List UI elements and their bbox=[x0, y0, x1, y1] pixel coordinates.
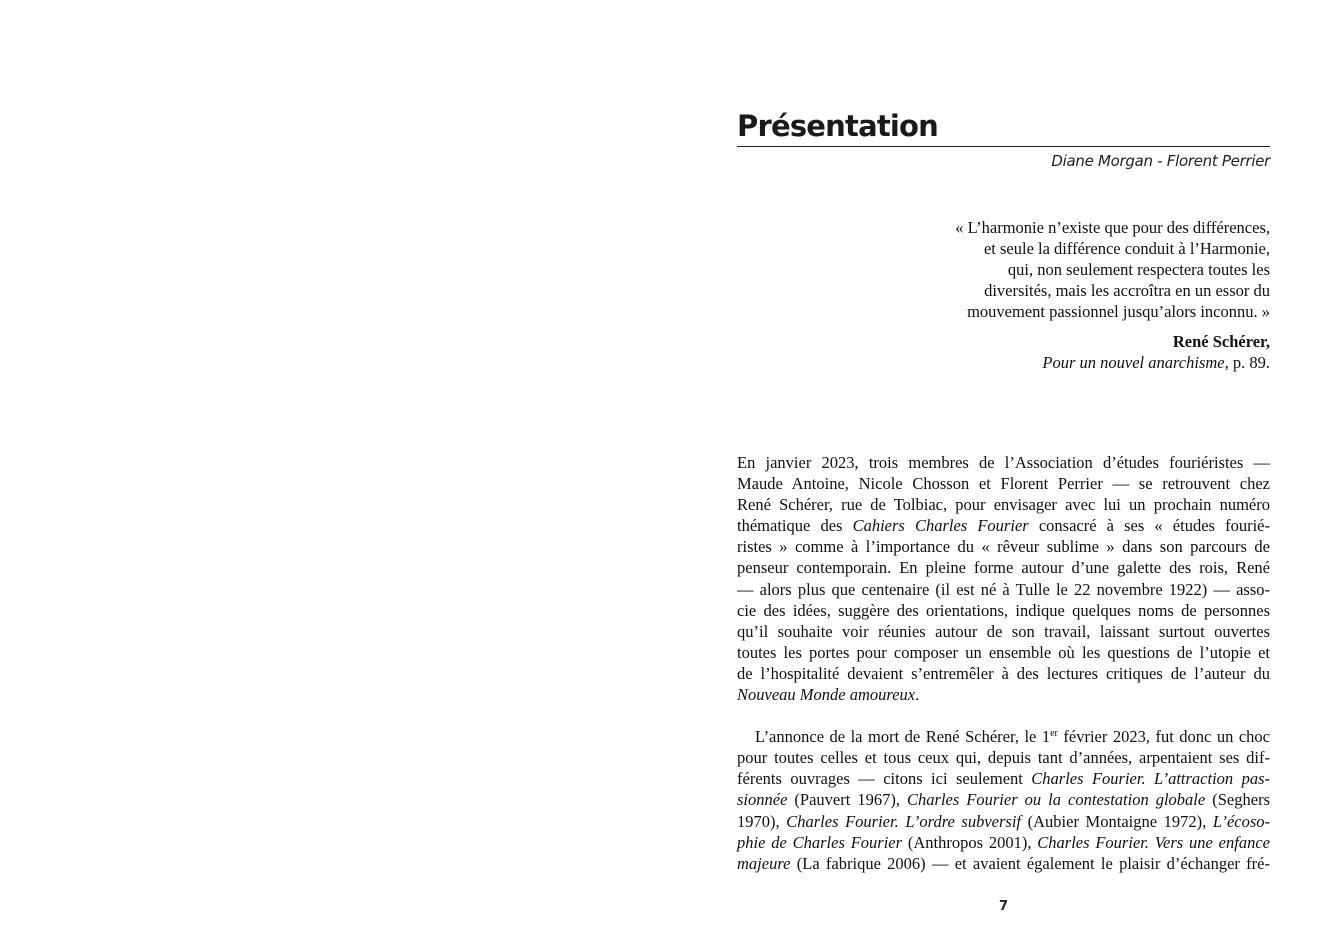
text-line bbox=[737, 853, 1270, 874]
epigraph-line: mouvement passionnel jusqu’alors inconnu. » bbox=[967, 302, 1270, 321]
text-run: L’annonce de la mort de René Schérer, le 1 bbox=[755, 727, 1051, 747]
text-run: (Seghers bbox=[1205, 790, 1270, 810]
italic-title: Charles Fourier. Vers une enfance bbox=[1037, 832, 1270, 852]
epigraph bbox=[737, 217, 1270, 373]
authors-line: Diane Morgan - Florent Perrier bbox=[1051, 152, 1270, 170]
epigraph-line: qui, non seulement respectera toutes les bbox=[1007, 260, 1270, 279]
text-line: penseur contemporain. En pleine forme autour d’une galette des rois, René bbox=[737, 558, 1270, 578]
text-line: toutes les portes pour composer un ensemble où les questions de l’utopie et bbox=[737, 642, 1270, 662]
text-run: consacré à ses « études fourié- bbox=[1028, 516, 1270, 536]
text-run: (Aubier Montaigne 1972), bbox=[1021, 811, 1213, 831]
text-run: (Anthropos 2001), bbox=[902, 832, 1038, 852]
page bbox=[737, 0, 1270, 949]
italic-title: Cahiers Charles Fourier bbox=[852, 516, 1029, 536]
page-title: Présentation bbox=[737, 106, 1270, 147]
text-line bbox=[737, 684, 1270, 705]
text-run: (Pauvert 1967), bbox=[787, 790, 908, 810]
epigraph-source-title: Pour un nouvel anarchisme bbox=[1042, 353, 1225, 372]
epigraph-author: René Schérer, bbox=[1172, 332, 1270, 351]
paragraph-2 bbox=[737, 726, 1270, 874]
text-line: En janvier 2023, trois membres de l’Association d’études fouriéristes — bbox=[737, 453, 1270, 472]
text-run: février 2023, fut donc un choc bbox=[1057, 727, 1270, 747]
text-line bbox=[737, 789, 1270, 810]
text-line: — alors plus que centenaire (il est né à Tulle le 22 novembre 1922) — asso- bbox=[737, 579, 1270, 599]
epigraph-source-page: , p. 89. bbox=[1224, 353, 1270, 372]
epigraph-line: diversités, mais les accroîtra en un essor du bbox=[984, 281, 1270, 300]
text-line: Maude Antoine, Nicole Chosson et Florent Perrier — se retrouvent chez bbox=[737, 474, 1270, 494]
text-line: cie des idées, suggère des orientations, indique quelques noms de personnes bbox=[737, 600, 1270, 620]
epigraph-source bbox=[737, 352, 1270, 373]
italic-title: Charles Fourier ou la contestation globale bbox=[907, 790, 1206, 810]
epigraph-line: « L’harmonie n’existe que pour des différences, bbox=[955, 218, 1270, 237]
text-line: René Schérer, rue de Tolbiac, pour envisager avec lui un prochain numéro bbox=[737, 495, 1270, 515]
text-line bbox=[737, 811, 1270, 832]
text-line bbox=[737, 832, 1270, 853]
italic-title: Charles Fourier. L’attraction pas- bbox=[1031, 769, 1270, 789]
body-text bbox=[737, 452, 1270, 874]
italic-title: L’écoso- bbox=[1212, 811, 1271, 831]
text-run: (La fabrique 2006) — et avaient également le plaisir d’échanger fré- bbox=[790, 853, 1270, 873]
text-run: 1970), bbox=[737, 811, 787, 831]
epigraph-line: et seule la différence conduit à l’Harmonie, bbox=[983, 239, 1270, 258]
text-run: férents ouvrages — citons ici seulement bbox=[737, 769, 1032, 789]
text-run: thématique des bbox=[737, 516, 853, 536]
paragraph-1 bbox=[737, 452, 1270, 705]
text-run: . bbox=[915, 685, 920, 705]
text-line: qu’il souhaite voir réunies autour de son travail, laissant surtout ouvertes bbox=[737, 621, 1270, 641]
text-line bbox=[737, 515, 1270, 536]
italic-title: phie de Charles Fourier bbox=[737, 832, 903, 852]
text-line: de l’hospitalité devaient s’entremêler à des lectures critiques de l’auteur du bbox=[737, 663, 1270, 683]
superscript: er bbox=[1050, 728, 1058, 740]
page-number: 7 bbox=[998, 899, 1009, 914]
text-line bbox=[737, 768, 1270, 789]
italic-title: majeure bbox=[737, 853, 791, 873]
text-line: ristes » comme à l’importance du « rêveur sublime » dans son parcours de bbox=[737, 537, 1270, 557]
italic-title: Nouveau Monde amoureux bbox=[737, 685, 916, 705]
text-line bbox=[737, 726, 1270, 747]
text-line: pour toutes celles et tous ceux qui, depuis tant d’années, arpentaient ses dif- bbox=[737, 748, 1270, 768]
italic-title: Charles Fourier. L’ordre subversif bbox=[786, 811, 1022, 831]
italic-title: sionnée bbox=[737, 790, 788, 810]
